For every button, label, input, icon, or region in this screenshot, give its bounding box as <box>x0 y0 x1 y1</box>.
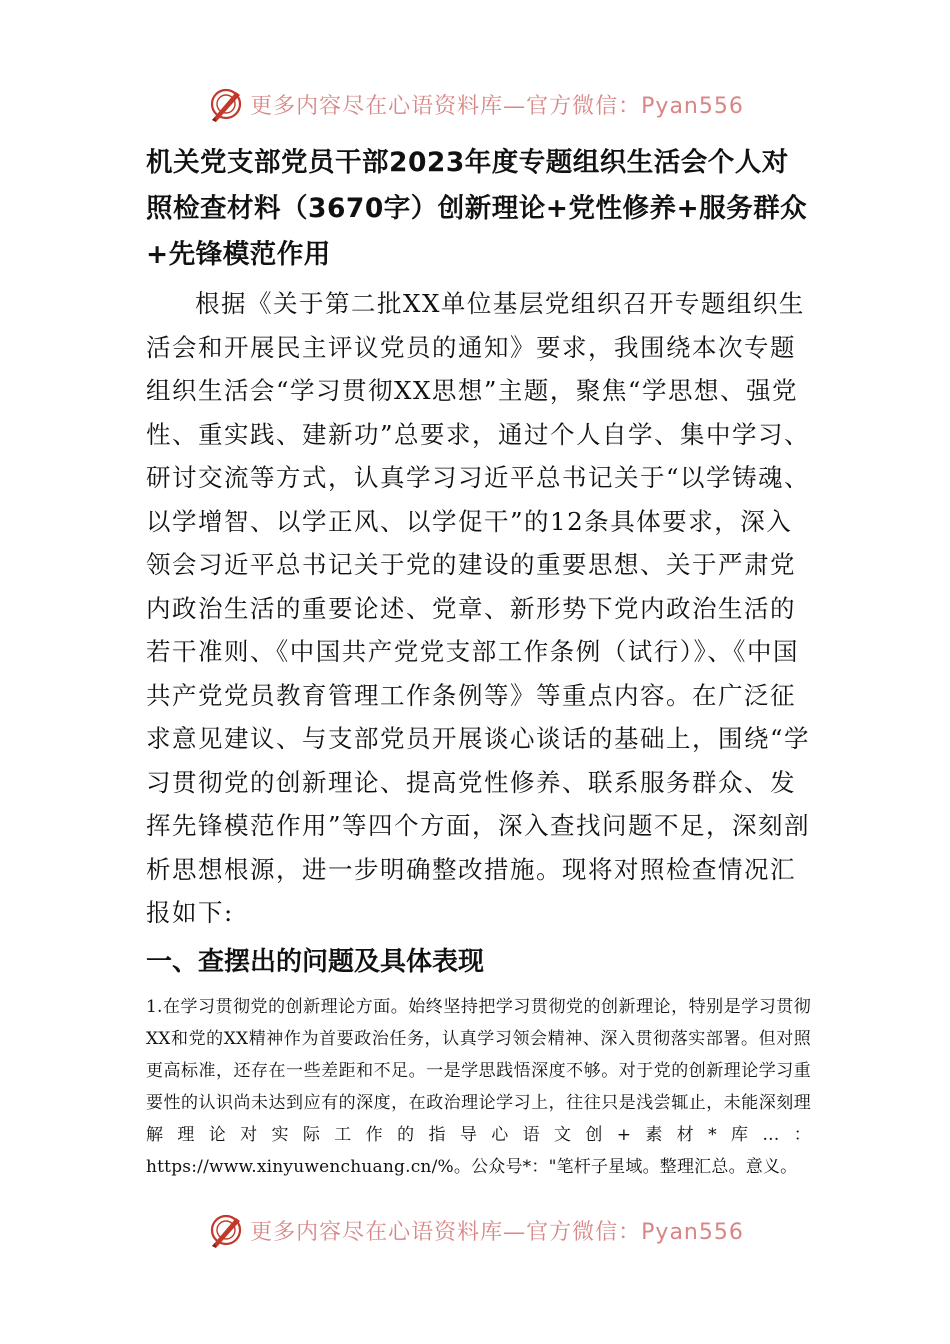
watermark-wechat-id: Pyan556 <box>641 93 744 119</box>
section-heading: 一、查摆出的问题及具体表现 <box>146 946 485 977</box>
watermark-banner-top <box>0 82 950 126</box>
watermark-text: 更多内容尽在心语资料库—官方微信： <box>250 93 642 119</box>
intro-paragraph: 根据《关于第二批XX单位基层党组织召开专题组织生活会和开展民主评议党员的通知》要求，我围绕本次专题组织生活会“学习贯彻XX思想”主题，聚焦“学思想、强党性、重实践、建新功”总要求，通过个人自学、集中学习、研讨交流等方式，认真学习习近平总书记关于“以学铸魂、以学增智、以学正风、以学促干”的12条具体要求，深入领会习近平总书记关于党的建设的重要思想、关于严肃党内政治生活的重要论述、党章、新形势下党内政治生活的若干准则、《中国共产党党支部工作条例（试行）》、《中国共产党党员教育管理工作条例等》等重点内容。在广泛征求意见建议、与支部党员开展谈心谈话的基础上，围绕“学习贯彻党的创新理论、提高党性修养、联系服务群众、发挥先锋模范作用”等四个方面，深入查找问题不足，深刻剖析思想根源，进一步明确整改措施。现将对照检查情况汇报如下: <box>146 289 811 927</box>
pen-logo-icon <box>206 1210 246 1250</box>
pen-logo-icon <box>206 84 246 124</box>
watermark-text: 更多内容尽在心语资料库—官方微信： <box>250 1219 642 1245</box>
watermark-banner-bottom <box>0 1208 950 1252</box>
section-paragraph: 1.在学习贯彻党的创新理论方面。始终坚持把学习贯彻党的创新理论，特别是学习贯彻XX和党的XX精神作为首要政治任务，认真学习领会精神、深入贯彻落实部署。但对照更高标准，还存在一些差距和不足。一是学思践悟深度不够。对于党的创新理论学习重要性的认识尚未达到应有的深度，在政治理论学习上，往往只是浅尝辄止，未能深刻理解理论对实际工作的指导心语文创+素材*库…：https://www.xinyuwenchuang.cn/%。公众号*："笔杆子星域。整理汇总。意义。 <box>146 996 811 1177</box>
watermark-wechat-id: Pyan556 <box>641 1219 744 1245</box>
document-title: 机关党支部党员干部2023年度专题组织生活会个人对照检查材料（3670字）创新理论+党性修养+服务群众+先锋模范作用 <box>146 147 808 270</box>
document-body <box>146 140 811 1183</box>
